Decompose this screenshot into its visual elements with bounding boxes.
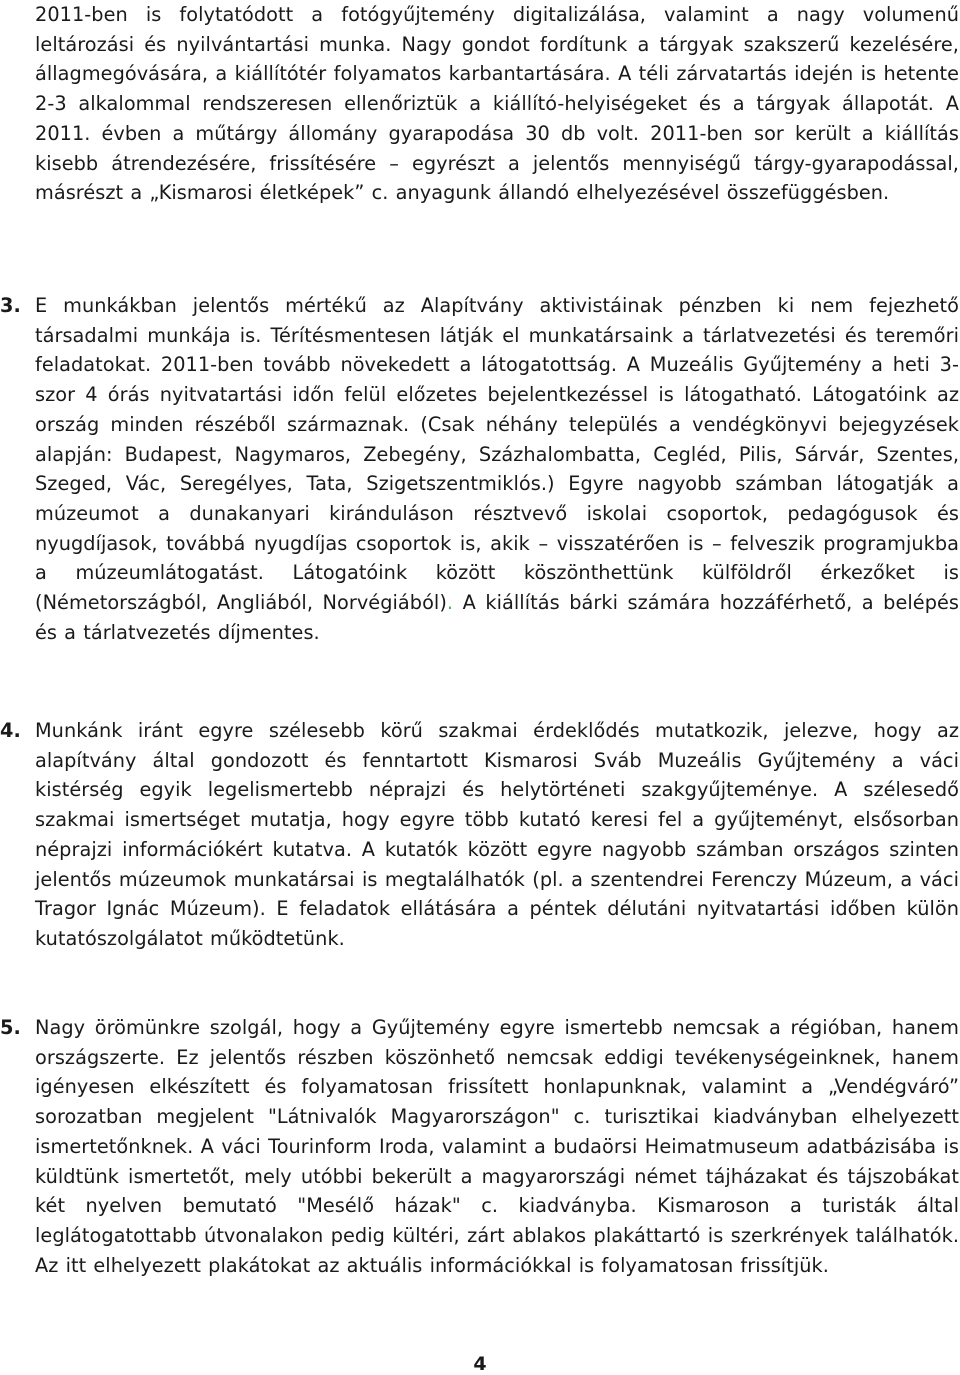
section-text-continued: A kiállítás bárki számára hozzáférhető, a belépés és a tárlatvezetés díjmentes. <box>35 591 959 644</box>
section-text: Nagy örömünkre szolgál, hogy a Gyűjtemény egyre ismertebb nemcsak a régióban, hanem országszerte. Ez jelentős részben köszönhető nemcsak eddigi tevékenységeinknek, hanem igényesen elkészített és folyamatosan frissített honlapunknak, valamint a „Vendégváró” sorozatban megjelent "Látnivalók Magyarországon" c. turisztikai kiadványban elhelyezett ismertetőnknek. A váci Tourinform Iroda, valamint a budaörsi Heimatmuseum adatbázisába is küldtünk ismertetőt, mely utóbbi bekerült a magyarországi német tájházakat és tájszobákat két nyelven bemutató "Mesélő házak" c. kiadványba. Kismaroson a turisták által leglátogatottabb útvonalakon pedig kültéri, zárt ablakos plakáttartó is szerkrények találhatók. Az itt elhelyezett plakátokat az aktuális információkkal is folyamatosan frissítjük. <box>35 1016 959 1277</box>
page-number: 4 <box>473 1353 487 1375</box>
section-text: E munkákban jelentős mértékű az Alapítvány aktivistáinak pénzben ki nem fejezhető társadalmi munkája is. Térítésmentesen látják el munkatársaink a tárlatvezetési és teremőri feladatokat. 2011-ben tovább növekedett a látogatottság. A Muzeális Gyűjtemény a heti 3-szor 4 órás nyitvatartási időn felül előzetes bejelentkezéssel is látogatható. Látogatóink az ország minden részéből származnak. (Csak néhány település a vendégkönyvi bejegyzések alapján: Budapest, Nagymaros, Zebegény, Százhalombatta, Cegléd, Pilis, Sárvár, Szentes, Szeged, Vác, Seregélyes, Tata, Szigetszentmiklós.) Egyre nagyobb számban látogatják a múzeumot a dunakanyari kiránduláson résztvevő iskolai csoportok, pedagógusok és nyugdíjasok, továbbá nyugdíjas csoportok is, akik – visszatérően is – felveszik programjukba a múzeumlátogatást. Látogatóink között köszönthettünk külföldről érkezőket is (Németországból, Angliából, Norvégiából) <box>35 294 959 615</box>
section-4: 4. Munkánk iránt egyre szélesebb körű szakmai érdeklődés mutatkozik, jelezve, hogy az alapítvány által gondozott és fenntartott Kismarosi Sváb Muzeális Gyűjtemény a váci kistérség egyik legelismertebb néprajzi és helytörténeti szakgyűjteménye. A szélesedő szakmai ismertséget mutatja, hogy egyre több kutató keresi fel a gyűjteményt, elsősorban néprajzi információkért kutatva. A kutatók között egyre nagyobb számban országos szinten jelentős múzeumok munkatársai is megtalálhatók (pl. a szentendrei Ferenczy Múzeum, a váci Tragor Ignác Múzeum). E feladatok ellátására a péntek délutáni nyitvatartási időben külön kutatószolgálatot működtetünk. <box>0 719 959 950</box>
intro-text: 2011-ben is folytatódott a fotógyűjtemény digitalizálása, valamint a nagy volumenű leltározási és nyilvántartási munka. Nagy gondot fordítunk a tárgyak szakszerű kezelésére, állagmegóvására, a kiállítótér folyamatos karbantartására. A téli zárvatartás idején is hetente 2-3 alkalommal rendszeresen ellenőriztük a kiállító-helyiségeket és a tárgyak állapotát. A 2011. évben a műtárgy állomány gyarapodása 30 db volt. 2011-ben sor került a kiállítás kisebb átrendezésére, frissítésére – egyrészt a jelentős mennyiségű tárgy-gyarapodással, másrészt a „Kismarosi életképek” c. anyagunk állandó elhelyezésével összefüggésben. <box>35 3 959 205</box>
green-period-mark: . <box>446 591 454 615</box>
intro-paragraph <box>35 0 959 208</box>
section-3: 3. E munkákban jelentős mértékű az Alapítvány aktivistáinak pénzben ki nem fejezhető társadalmi munkája is. Térítésmentesen látják el munkatársaink a tárlatvezetési és teremőri feladatokat. 2011-ben tovább növekedett a látogatottság. A Muzeális Gyűjtemény a heti 3-szor 4 órás nyitvatartási időn felül előzetes bejelentkezéssel is látogatható. Látogatóink az ország minden részéből származnak. (Csak néhány település a vendégkönyvi bejegyzések alapján: Budapest, Nagymaros, Zebegény, Százhalombatta, Cegléd, Pilis, Sárvár, Szentes, Szeged, Vác, Seregélyes, Tata, Szigetszentmiklós.) Egyre nagyobb számban látogatják a múzeumot a dunakanyari kiránduláson résztvevő iskolai csoportok, pedagógusok és nyugdíjasok, továbbá nyugdíjas csoportok is, akik – visszatérően is – felveszik programjukba a múzeumlátogatást. Látogatóink között köszönthettünk külföldről érkezőket is (Németországból, Angliából, Norvégiából). A kiállítás bárki számára hozzáférhető, a belépés és a tárlatvezetés díjmentes. <box>0 294 959 644</box>
section-5: 5. Nagy örömünkre szolgál, hogy a Gyűjtemény egyre ismertebb nemcsak a régióban, hanem országszerte. Ez jelentős részben köszönhető nemcsak eddigi tevékenységeinknek, hanem igényesen elkészített és folyamatosan frissített honlapunknak, valamint a „Vendégváró” sorozatban megjelent "Látnivalók Magyarországon" c. turisztikai kiadványban elhelyezett ismertetőnknek. A váci Tourinform Iroda, valamint a budaörsi Heimatmuseum adatbázisába is küldtünk ismertetőt, mely utóbbi bekerült a magyarországi német tájházakat és tájszobákat két nyelven bemutató "Mesélő házak" c. kiadványba. Kismaroson a turisták által leglátogatottabb útvonalakon pedig kültéri, zárt ablakos plakáttartó is szerkrények találhatók. Az itt elhelyezett plakátokat az aktuális információkkal is folyamatosan frissítjük. <box>0 1016 959 1277</box>
section-text: Munkánk iránt egyre szélesebb körű szakmai érdeklődés mutatkozik, jelezve, hogy az alapítvány által gondozott és fenntartott Kismarosi Sváb Muzeális Gyűjtemény a váci kistérség egyik legelismertebb néprajzi és helytörténeti szakgyűjteménye. A szélesedő szakmai ismertséget mutatja, hogy egyre több kutató keresi fel a gyűjteményt, elsősorban néprajzi információkért kutatva. A kutatók között egyre nagyobb számban országos szinten jelentős múzeumok munkatársai is megtalálhatók (pl. a szentendrei Ferenczy Múzeum, a váci Tragor Ignác Múzeum). E feladatok ellátására a péntek délutáni nyitvatartási időben külön kutatószolgálatot működtetünk. <box>35 719 959 950</box>
